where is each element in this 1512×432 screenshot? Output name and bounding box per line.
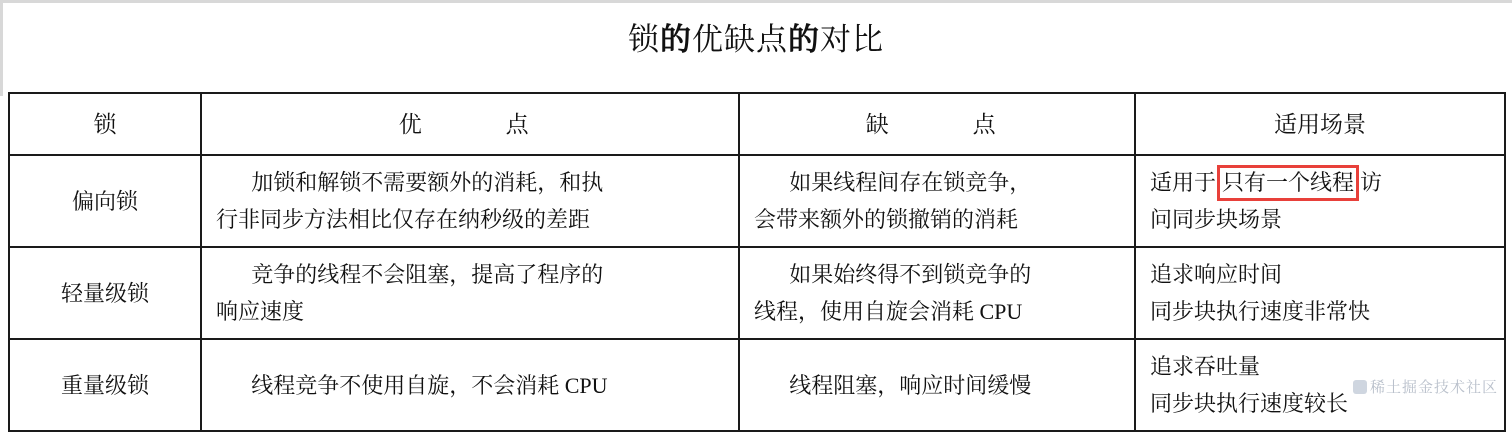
comparison-table-wrapper	[8, 92, 1504, 432]
watermark-text: 稀土掘金技术社区	[1369, 379, 1498, 396]
title-part-2: 的	[660, 22, 692, 57]
cell-pros-line1: 线程竞争不使用自旋，不会消耗 CPU	[251, 372, 608, 398]
cell-cons-line2: 会带来额外的锁撤销的消耗	[754, 207, 1019, 232]
column-header-scenario: 适用场景	[1135, 93, 1505, 155]
cell-cons	[739, 247, 1135, 339]
cell-pros	[201, 155, 739, 247]
column-header-pros: 优 点	[201, 93, 739, 155]
comparison-table	[8, 92, 1506, 432]
cell-cons	[739, 339, 1135, 431]
cell-scenario-line1	[1150, 164, 1490, 201]
cell-scenario-line2: 问同步块场景	[1150, 207, 1283, 232]
column-header-cons: 缺 点	[739, 93, 1135, 155]
title-part-1: 锁	[628, 22, 660, 57]
scenario-highlight-box: 只有一个线程	[1217, 165, 1359, 201]
cell-pros-line1: 竞争的线程不会阻塞，提高了程序的	[251, 262, 604, 287]
cell-pros-line1: 加锁和解锁不需要额外的消耗，和执	[251, 170, 604, 195]
table-body	[9, 155, 1505, 431]
cell-pros	[201, 339, 739, 431]
cell-cons-line1: 如果线程间存在锁竞争，	[789, 170, 1032, 195]
cell-cons	[739, 155, 1135, 247]
column-header-lock: 锁	[9, 93, 201, 155]
cell-cons-line1: 线程阻塞，响应时间缓慢	[789, 372, 1032, 398]
cell-scenario-line1: 追求响应时间	[1150, 262, 1283, 287]
page-top-rule	[0, 0, 1512, 3]
cell-scenario-line2: 同步块执行速度非常快	[1150, 299, 1371, 324]
title-part-5: 对比	[820, 22, 884, 57]
cell-scenario	[1135, 155, 1505, 247]
cell-cons-line1: 如果始终得不到锁竞争的	[789, 262, 1032, 287]
page-title	[0, 20, 1512, 60]
watermark-logo-icon	[1353, 380, 1367, 394]
scenario-text-suffix: 访	[1360, 170, 1383, 195]
cell-scenario-line2: 同步块执行速度较长	[1150, 391, 1349, 416]
cell-pros-line2: 行非同步方法相比仅存在纳秒级的差距	[216, 207, 591, 232]
table-row	[9, 339, 1505, 431]
cell-pros	[201, 247, 739, 339]
table-row	[9, 247, 1505, 339]
cell-lock-name: 偏向锁	[9, 155, 201, 247]
cell-cons-line2: 线程，使用自旋会消耗 CPU	[754, 299, 1023, 324]
cell-lock-name: 重量级锁	[9, 339, 201, 431]
title-part-4: 的	[788, 22, 820, 57]
table-header-row	[9, 93, 1505, 155]
watermark	[1353, 376, 1498, 397]
cell-lock-name: 轻量级锁	[9, 247, 201, 339]
table-row	[9, 155, 1505, 247]
scenario-text-prefix: 适用于	[1150, 170, 1217, 195]
cell-pros-line2: 响应速度	[216, 299, 305, 324]
cell-scenario-line1: 追求吞吐量	[1150, 354, 1261, 379]
table-head	[9, 93, 1505, 155]
title-part-3: 优缺点	[692, 22, 788, 57]
cell-scenario	[1135, 247, 1505, 339]
